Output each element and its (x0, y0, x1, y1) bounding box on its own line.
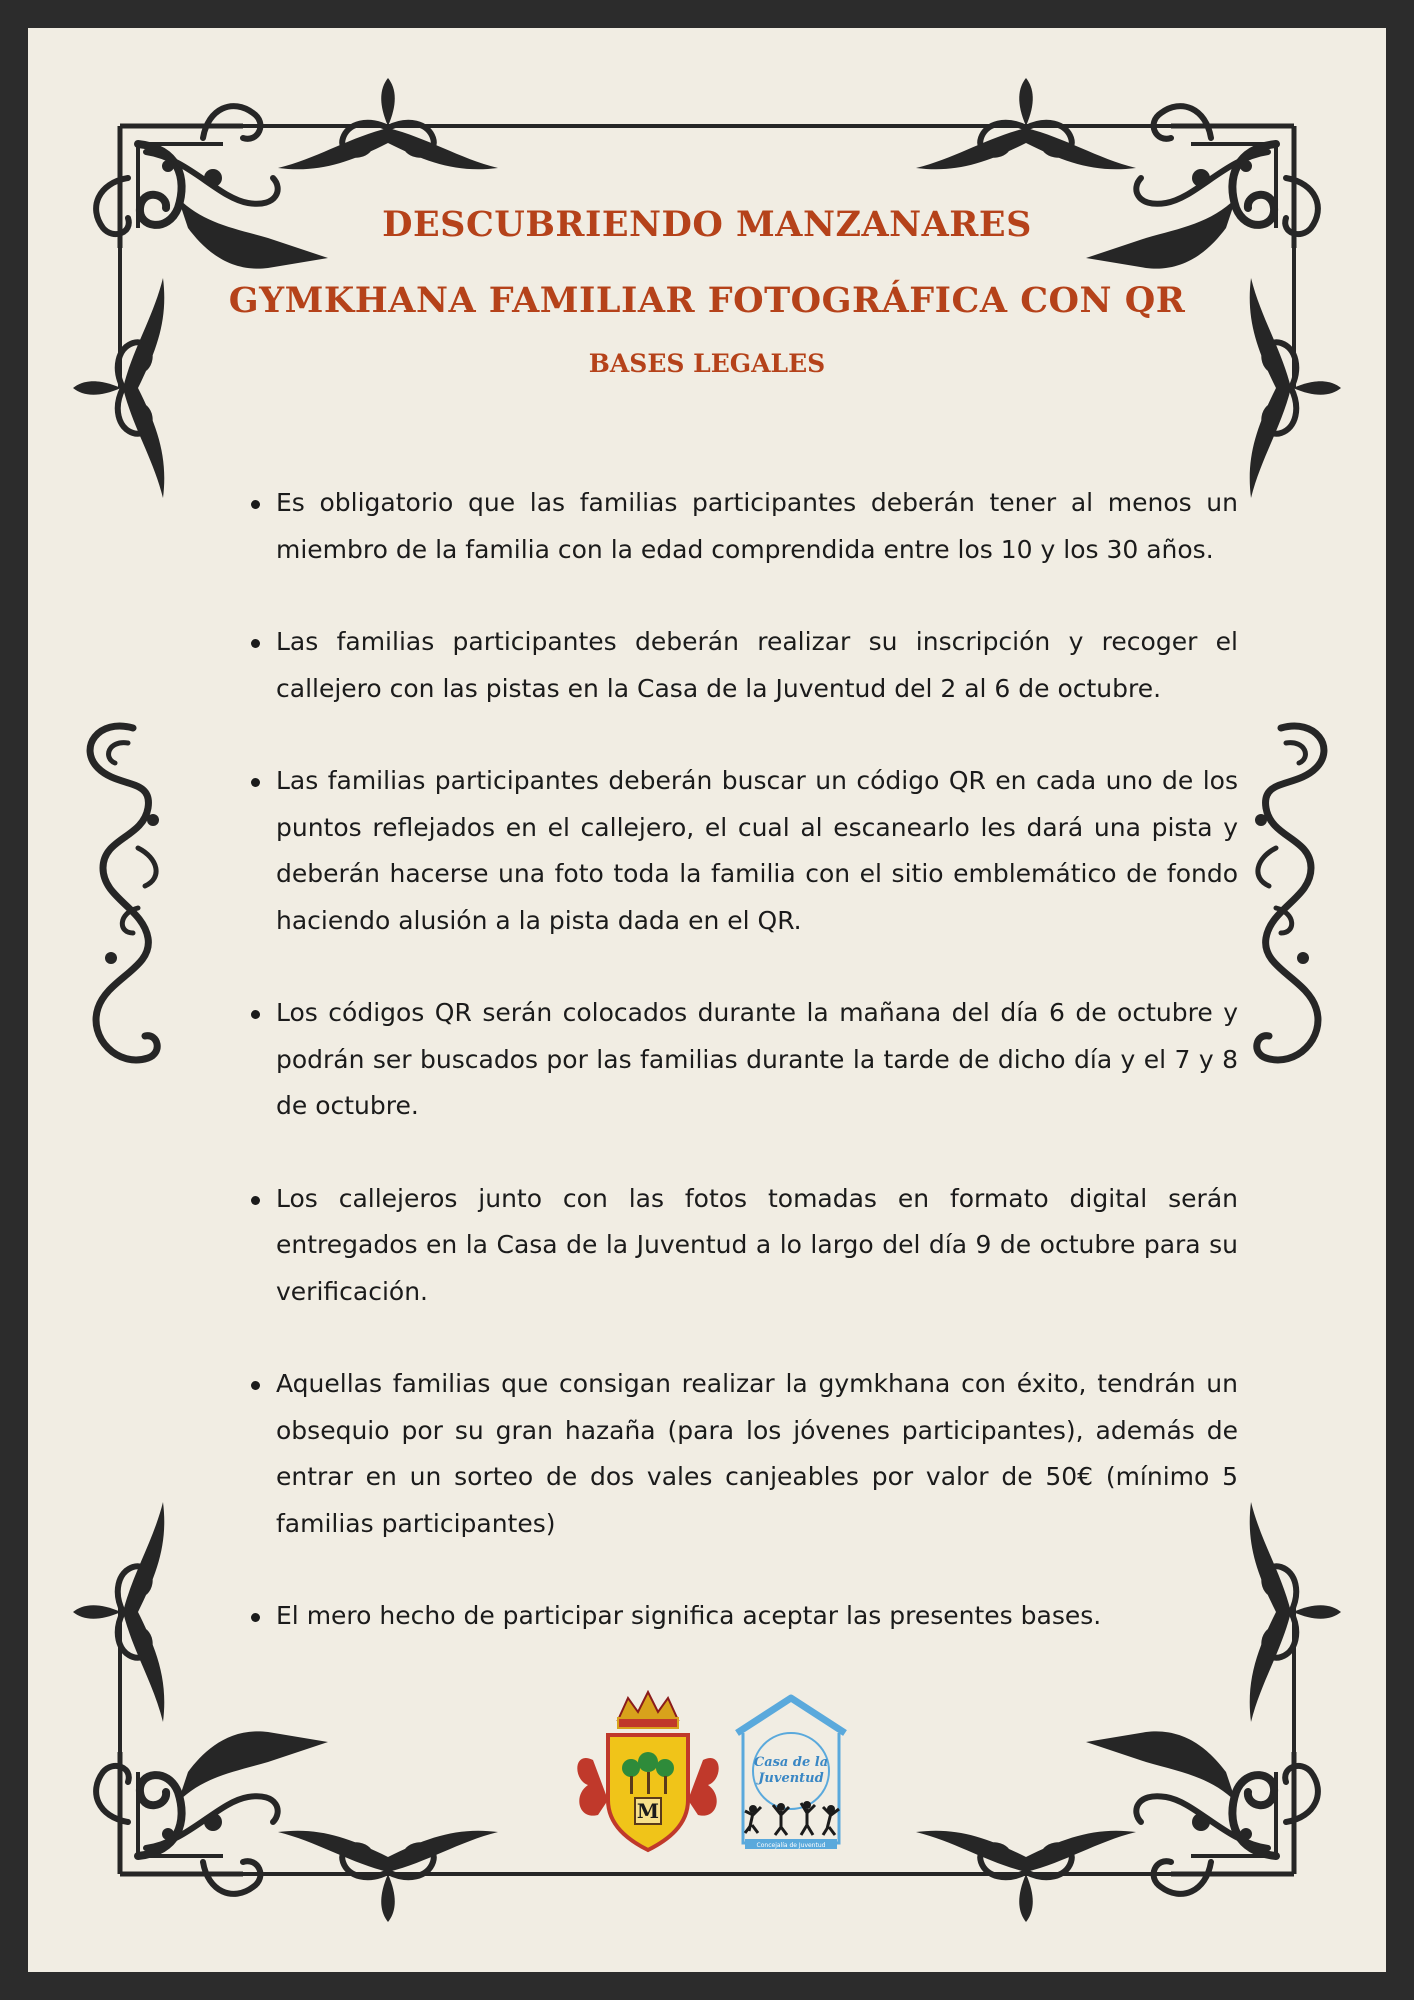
rule-item (248, 619, 1238, 712)
rule-text: Los callejeros junto con las fotos tomadas en formato digital serán entregados en la Casa de la Juventud a lo largo del día 9 de octubre para su verificación. (276, 1183, 1238, 1306)
bullet-icon (251, 778, 260, 787)
bullet-icon (251, 639, 260, 648)
rule-text: Las familias participantes deberán buscar un código QR en cada uno de los puntos reflejados en el callejero, el cual al escanearlo les dará una pista y deberán hacerse una foto toda la familia con el sitio emblemático de fondo haciendo alusión a la pista dada en el QR. (276, 766, 1238, 935)
title-line-2: GYMKHANA FAMILIAR FOTOGRÁFICA CON QR (228, 280, 1186, 321)
rules-list (248, 480, 1238, 1686)
casa-de-la-juventud-logo (731, 1693, 851, 1858)
rule-item (248, 990, 1238, 1130)
title-line-1: DESCUBRIENDO MANZANARES (382, 204, 1032, 245)
rule-item (248, 1176, 1238, 1316)
manzanares-coat-of-arms-logo (573, 1690, 723, 1860)
bullet-icon (251, 1010, 260, 1019)
rule-text: Es obligatorio que las familias participantes deberán tener al menos un miembro de la familia con la edad comprendida entre los 10 y los 30 años. (276, 488, 1238, 564)
rule-text: Aquellas familias que consigan realizar la gymkhana con éxito, tendrán un obsequio por su gran hazaña (para los jóvenes participantes), además de entrar en un sorteo de dos vales canjeables por valor de 50€ (mínimo 5 familias participantes) (276, 1369, 1238, 1538)
casa-line-2: Juventud (758, 1771, 824, 1786)
rule-item (248, 1593, 1238, 1640)
bullet-icon (251, 1381, 260, 1390)
bullet-icon (251, 1613, 260, 1622)
subtitle: BASES LEGALES (588, 349, 826, 378)
document-page (28, 28, 1386, 1972)
casa-footer: Concejalía de Juventud (756, 1842, 826, 1849)
bullet-icon (251, 500, 260, 509)
bullet-icon (251, 1196, 260, 1205)
shield-letter: M (636, 1799, 660, 1823)
rule-item (248, 480, 1238, 573)
rule-item (248, 1361, 1238, 1547)
rule-text: Las familias participantes deberán realizar su inscripción y recoger el callejero con las pistas en la Casa de la Juventud del 2 al 6 de octubre. (276, 627, 1238, 703)
rule-text: Los códigos QR serán colocados durante la mañana del día 6 de octubre y podrán ser buscados por las familias durante la tarde de dicho día y el 7 y 8 de octubre. (276, 998, 1238, 1120)
rule-item (248, 758, 1238, 944)
casa-line-1: Casa de la (753, 1755, 829, 1770)
rule-text: El mero hecho de participar significa aceptar las presentes bases. (276, 1601, 1102, 1630)
